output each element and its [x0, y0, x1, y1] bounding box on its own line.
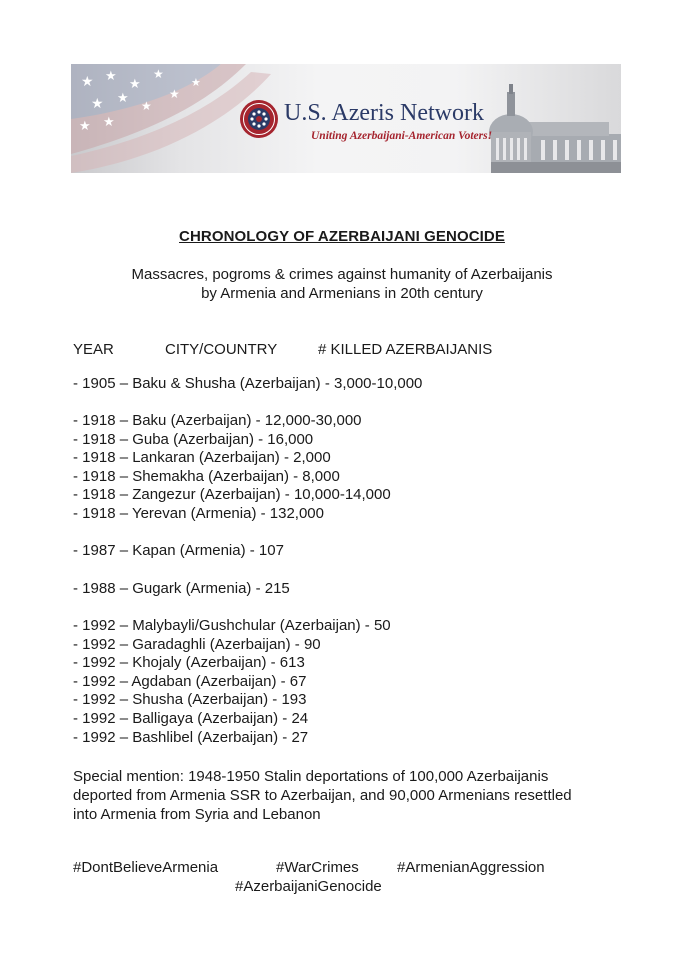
entry-group-1918	[73, 412, 391, 524]
list-item: - 1918 – Guba (Azerbaijan) - 16,000	[73, 430, 314, 448]
entry-group-1987	[73, 542, 284, 561]
entry-group-1905	[73, 375, 422, 394]
list-item: - 1918 – Lankaran (Azerbaijan) - 2,000	[73, 449, 331, 467]
svg-text:★: ★	[81, 73, 94, 89]
list-item: - 1992 – Balligaya (Azerbaijan) - 24	[73, 709, 309, 727]
special-mention	[73, 767, 633, 824]
svg-text:★: ★	[169, 87, 180, 101]
list-item: - 1992 – Shusha (Azerbaijan) - 193	[73, 691, 307, 709]
document-subtitle	[0, 265, 684, 303]
hashtag: #ArmenianAggression	[397, 859, 545, 876]
entry-group-1988	[73, 580, 290, 599]
hashtag: #AzerbaijaniGenocide	[235, 878, 382, 895]
svg-text:★: ★	[103, 114, 115, 129]
column-header-year: YEAR	[73, 341, 114, 358]
list-item: - 1992 – Agdaban (Azerbaijan) - 67	[73, 672, 307, 690]
list-item: - 1992 – Khojaly (Azerbaijan) - 613	[73, 654, 305, 672]
list-item: - 1918 – Shemakha (Azerbaijan) - 8,000	[73, 467, 340, 485]
special-mention-line: into Armenia from Syria and Lebanon	[73, 806, 321, 823]
subtitle-line: by Armenia and Armenians in 20th century	[201, 285, 483, 302]
column-header-killed: # KILLED AZERBAIJANIS	[318, 341, 493, 358]
list-item: - 1905 – Baku & Shusha (Azerbaijan) - 3,000-10,000	[73, 375, 423, 392]
list-item: - 1918 – Baku (Azerbaijan) - 12,000-30,000	[73, 412, 362, 429]
svg-text:★: ★	[141, 99, 152, 113]
document-title: CHRONOLOGY OF AZERBAIJANI GENOCIDE	[179, 228, 505, 245]
logo-title: U.S. Azeris Network	[284, 100, 484, 126]
list-item: - 1992 – Bashlibel (Azerbaijan) - 27	[73, 728, 309, 746]
subtitle-line: Massacres, pogroms & crimes against humanity of Azerbaijanis	[131, 266, 553, 283]
svg-text:★: ★	[191, 77, 201, 89]
svg-text:★: ★	[79, 118, 91, 133]
list-item: - 1992 – Garadaghli (Azerbaijan) - 90	[73, 635, 321, 653]
logo-subtitle: Uniting Azerbaijani-American Voters!	[311, 130, 493, 142]
svg-text:★: ★	[117, 90, 129, 105]
svg-text:★: ★	[153, 67, 164, 81]
hashtag: #WarCrimes	[276, 859, 359, 876]
column-header-city-country: CITY/COUNTRY	[165, 341, 278, 358]
header-banner	[71, 64, 621, 173]
list-item: - 1918 – Zangezur (Azerbaijan) - 10,000-14,000	[73, 486, 391, 504]
svg-text:★: ★	[129, 76, 141, 91]
svg-text:★: ★	[91, 95, 104, 111]
list-item: - 1988 – Gugark (Armenia) - 215	[73, 580, 290, 597]
list-item: - 1918 – Yerevan (Armenia) - 132,000	[73, 504, 324, 522]
svg-text:★: ★	[105, 68, 117, 83]
entry-group-1992	[73, 617, 391, 747]
special-mention-line: Special mention: 1948-1950 Stalin deportations of 100,000 Azerbaijanis	[73, 768, 549, 785]
list-item: - 1992 – Malybayli/Gushchular (Azerbaijan) - 50	[73, 617, 391, 634]
hashtag: #DontBelieveArmenia	[73, 859, 219, 876]
azeris-network-seal-icon	[239, 99, 279, 139]
list-item: - 1987 – Kapan (Armenia) - 107	[73, 542, 284, 559]
capitol-building-icon	[489, 84, 621, 173]
special-mention-line: deported from Armenia SSR to Azerbaijan, and 90,000 Armenians resettled	[73, 787, 572, 804]
